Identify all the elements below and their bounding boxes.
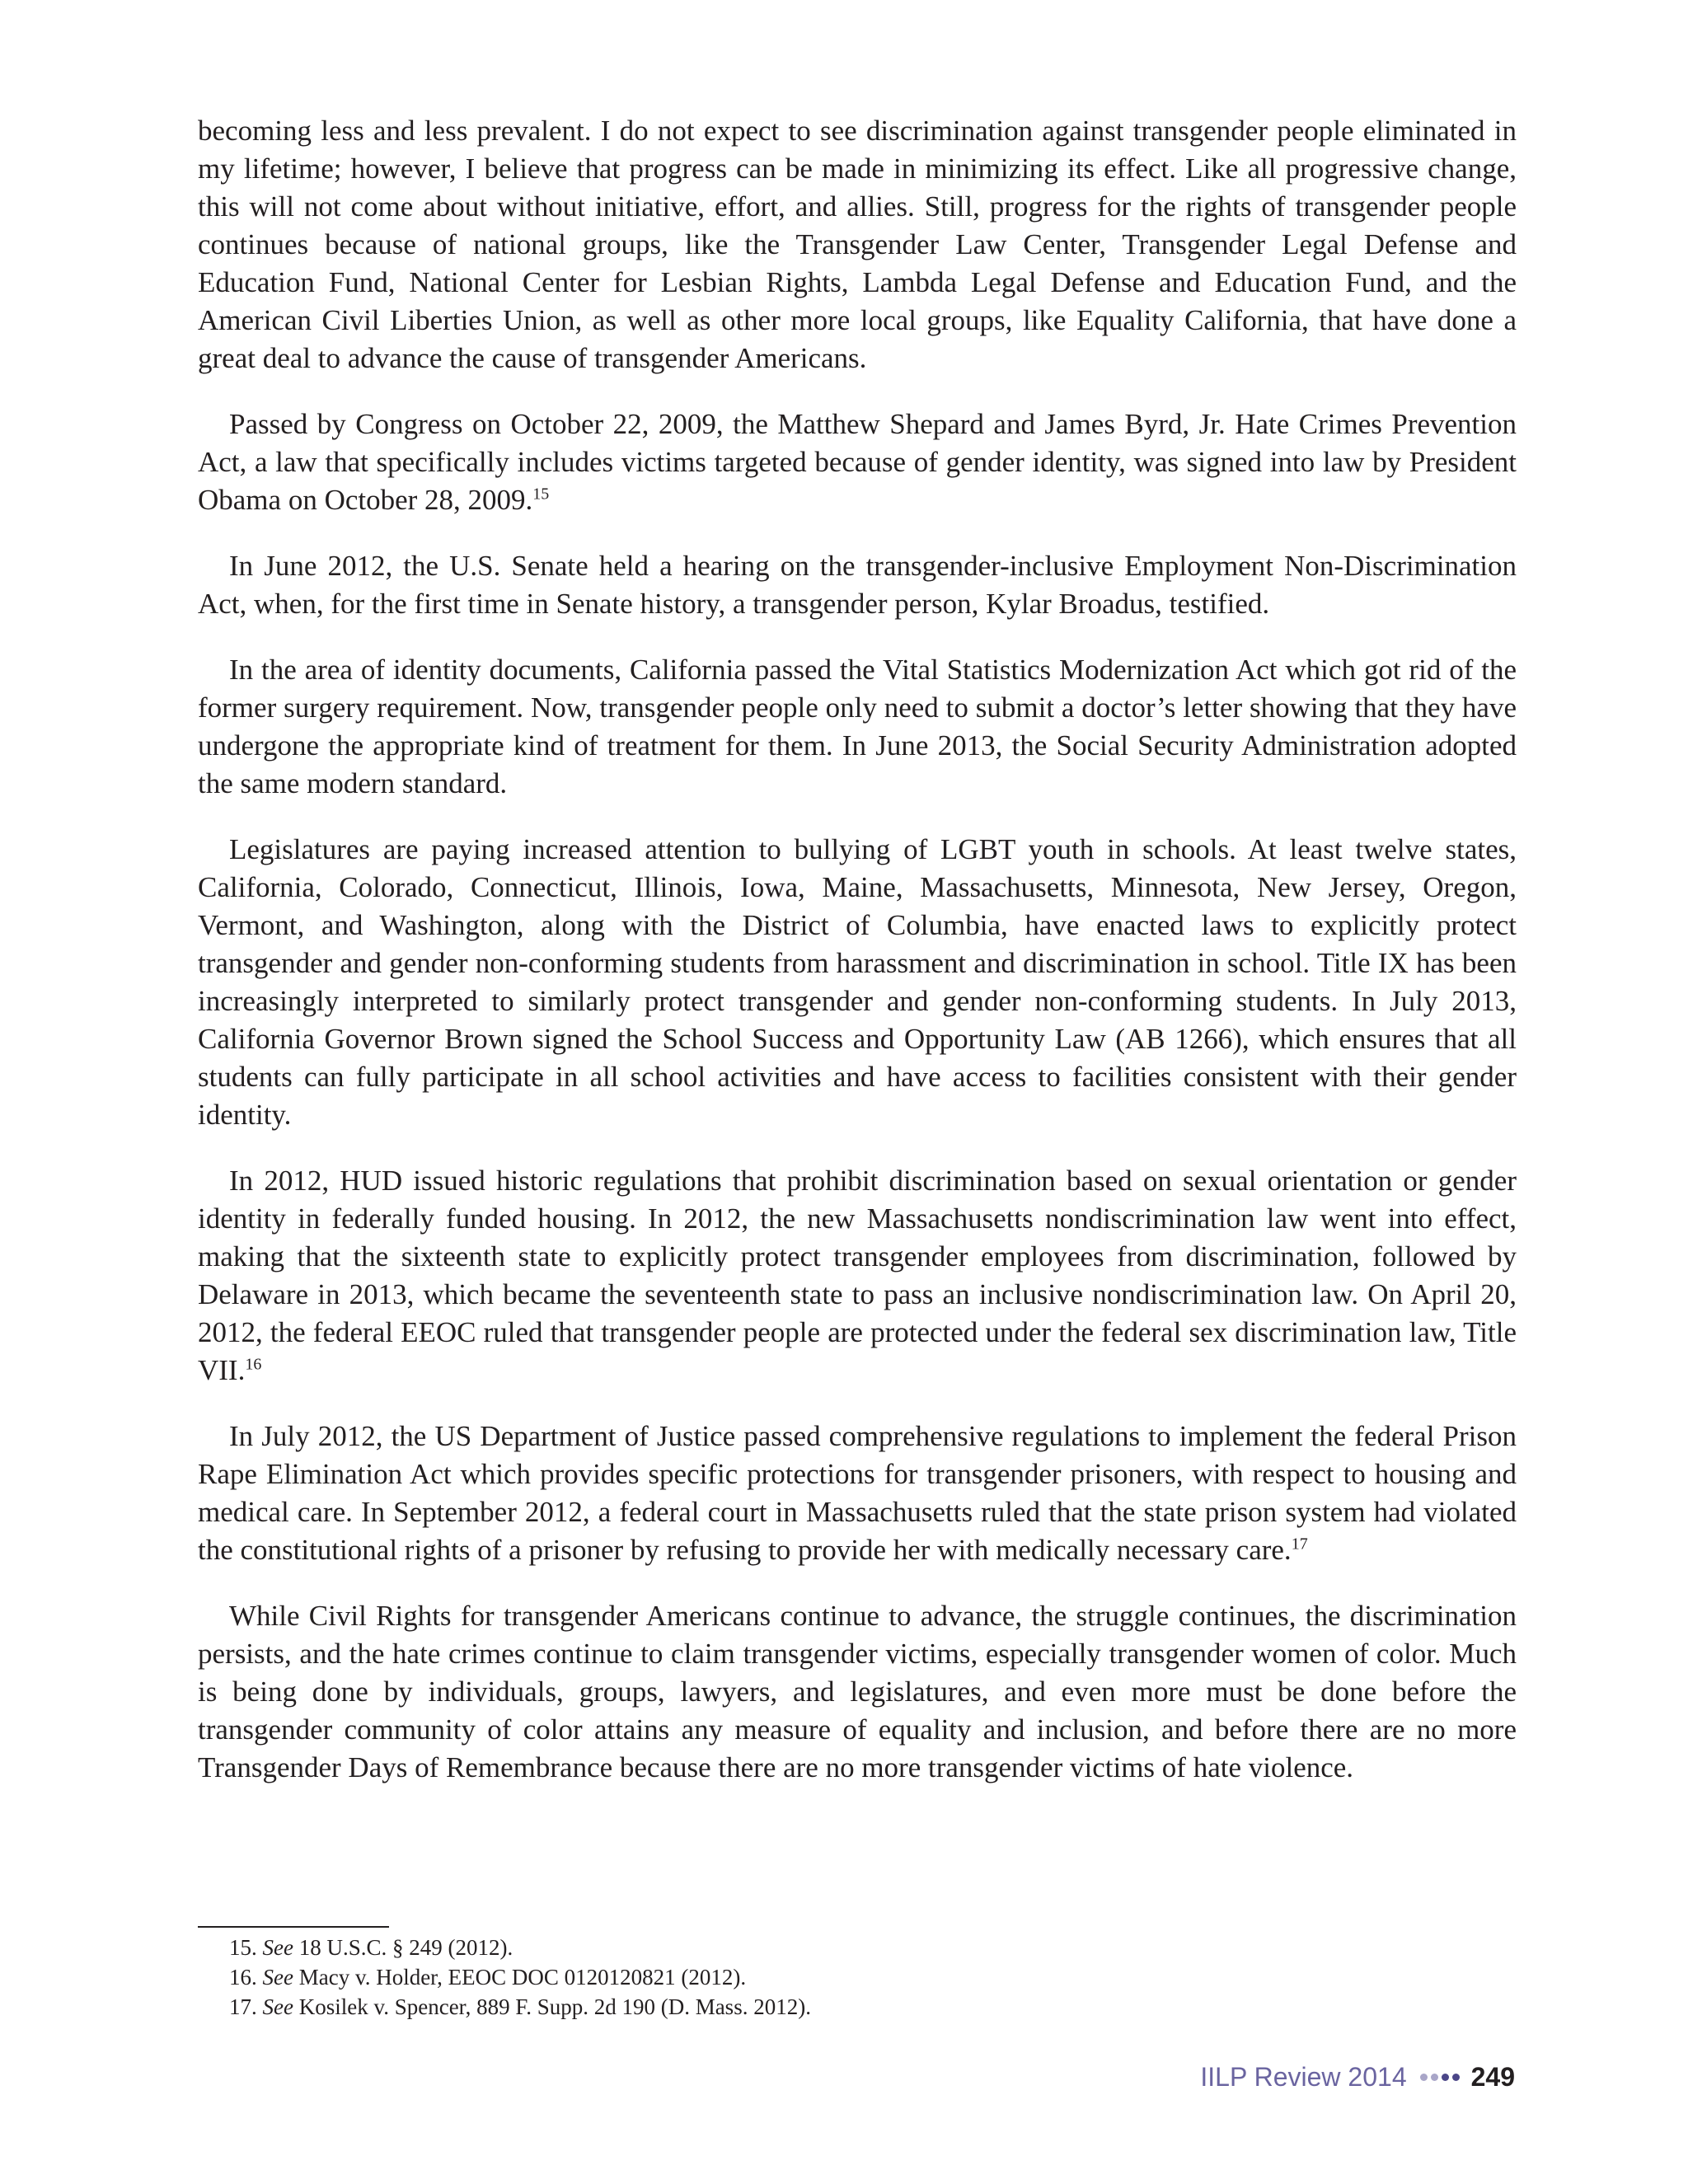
separator-dots-icon: [1420, 2074, 1463, 2081]
paragraph: In July 2012, the US Department of Justice passed comprehensive regulations to implement the federal Prison Rape Elimination Act which provides specific protections for transgender prisoners, with respect to housing and medical care. In September 2012, a federal court in Massachusetts ruled that the state prison system had violated the constitutional rights of a prisoner by refusing to provide her with medically necessary care.$^{17}$: [198, 1420, 1517, 1566]
page-footer: [1200, 2060, 1515, 2093]
footnote-divider: [198, 1926, 389, 1928]
paragraph: Passed by Congress on October 22, 2009, the Matthew Shepard and James Byrd, Jr. Hate Crimes Prevention Act, a law that specifically includes victims targeted because of gender identity, was signed into law by President Obama on October 28, 2009.15: [198, 408, 1517, 516]
page-number: 249: [1470, 2062, 1515, 2092]
footnote-ref[interactable]: 15: [532, 485, 550, 504]
body-text: [198, 112, 1517, 1815]
journal-title: IILP Review 2014: [1200, 2062, 1407, 2092]
paragraph: Legislatures are paying increased attention to bullying of LGBT youth in schools. At least twelve states, California, Colorado, Connecticut, Illinois, Iowa, Maine, Massachusetts, Minnesota, New Jersey, Oregon, Vermont, and Washington, along with the District of Columbia, have enacted laws to explicitly protect transgender and gender non-conforming students from harassment and discrimination in school. Title IX has been increasingly interpreted to similarly protect transgender and gender non-conforming students. In July 2013, California Governor Brown signed the School Success and Opportunity Law (AB 1266), which ensures that all students can fully participate in all school activities and have access to facilities consistent with their gender identity.: [198, 833, 1517, 1131]
paragraph: In the area of identity documents, California passed the Vital Statistics Modernization Act which got rid of the former surgery requirement. Now, transgender people only need to submit a doctor’s letter showing that they have undergone the appropriate kind of treatment for them. In June 2013, the Social Security Administration adopted the same modern standard.: [198, 654, 1517, 799]
paragraph: While Civil Rights for transgender Americans continue to advance, the struggle continues, the discrimination persists, and the hate crimes continue to claim transgender victims, especially transgender women of color. Much is being done by individuals, groups, lawyers, and legislatures, and even more must be done before the transgender community of color attains any measure of equality and inclusion, and before there are no more Transgender Days of Remembrance because there are no more transgender victims of hate violence.: [198, 1600, 1517, 1783]
paragraph: becoming less and less prevalent. I do not expect to see discrimination against transgender people eliminated in my lifetime; however, I believe that progress can be made in minimizing its effect. Like all progressive change, this will not come about without initiative, effort, and allies. Still, progress for the rights of transgender people continues because of national groups, like the Transgender Law Center, Transgender Legal Defense and Education Fund, National Center for Lesbian Rights, Lambda Legal Defense and Education Fund, and the American Civil Liberties Union, as well as other more local groups, like Equality California, that have done a great deal to advance the cause of transgender Americans.: [198, 115, 1517, 374]
footnote-ref[interactable]: 16: [245, 1355, 262, 1374]
footnote-ref[interactable]: 17: [1291, 1535, 1308, 1554]
footnote: 15. See 18 U.S.C. § 249 (2012).: [229, 1935, 513, 1960]
paragraph: In June 2012, the U.S. Senate held a hearing on the transgender-inclusive Employment Non-Discrimination Act, when, for the first time in Senate history, a transgender person, Kylar Broadus, testified.: [198, 550, 1517, 620]
footnote: 16. See Macy v. Holder, EEOC DOC 0120120821 (2012).: [229, 1965, 747, 1990]
footnotes: [229, 1933, 1465, 2022]
footnote: 17. See Kosilek v. Spencer, 889 F. Supp. 2d 190 (D. Mass. 2012).: [229, 1994, 811, 2019]
paragraph: In 2012, HUD issued historic regulations that prohibit discrimination based on sexual orientation or gender identity in federally funded housing. In 2012, the new Massachusetts nondiscrimination law went into effect, making that the sixteenth state to explicitly protect transgender employees from discrimination, followed by Delaware in 2013, which became the seventeenth state to pass an inclusive nondiscrimination law. On April 20, 2012, the federal EEOC ruled that transgender people are protected under the federal sex discrimination law, Title VII.$^{16}$: [198, 1165, 1517, 1386]
